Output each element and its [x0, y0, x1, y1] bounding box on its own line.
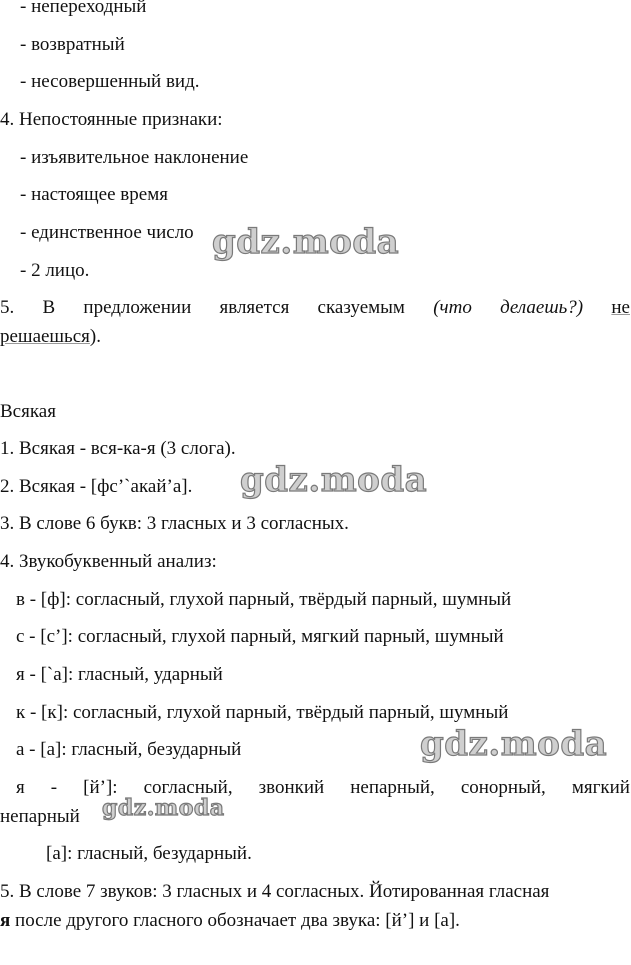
- word-title: Всякая: [0, 401, 56, 422]
- feature-line: - непереходный: [20, 0, 147, 17]
- sound-line: а - [а]: гласный, безударный: [16, 739, 242, 760]
- feature-line: - изъявительное наклонение: [20, 147, 249, 168]
- feature-line: - единственное число: [20, 222, 194, 243]
- sound-line: к - [к]: согласный, глухой парный, твёрдый парный, шумный: [16, 702, 509, 723]
- paragraph-line: 5. В предложении является сказуемым (что делаешь?) не: [0, 297, 630, 318]
- analysis-line: 3. В слове 6 букв: 3 гласных и 3 согласных.: [0, 513, 349, 534]
- section-heading: 4. Непостоянные признаки:: [0, 109, 223, 130]
- feature-line: - 2 лицо.: [20, 260, 90, 281]
- analysis-line: 5. В слове 7 звуков: 3 гласных и 4 согласных. Йотированная гласная: [0, 881, 550, 902]
- sound-line: я - [`а]: гласный, ударный: [16, 664, 223, 685]
- feature-line: - настоящее время: [20, 184, 168, 205]
- watermark-logo: gdz.moda: [212, 222, 400, 262]
- sound-line: непарный: [0, 806, 80, 827]
- analysis-line: 4. Звукобуквенный анализ:: [0, 551, 217, 572]
- watermark-logo: gdz.moda: [102, 795, 225, 821]
- paragraph-line: решаешься).: [0, 326, 101, 347]
- watermark-logo: gdz.moda: [420, 724, 608, 764]
- sound-line: [а]: гласный, безударный.: [46, 843, 252, 864]
- analysis-line: 1. Всякая - вся-ка-я (3 слога).: [0, 438, 236, 459]
- watermark-logo: gdz.moda: [240, 460, 428, 500]
- feature-line: - несовершенный вид.: [20, 71, 200, 92]
- sound-line: я - [й’]: согласный, звонкий непарный, сонорный, мягкий: [16, 777, 630, 798]
- analysis-line: 2. Всякая - [фс’`акай’а].: [0, 476, 193, 497]
- sound-line: в - [ф]: согласный, глухой парный, твёрдый парный, шумный: [16, 589, 512, 610]
- feature-line: - возвратный: [20, 34, 125, 55]
- sound-line: с - [с’]: согласный, глухой парный, мягкий парный, шумный: [16, 626, 504, 647]
- analysis-line: я после другого гласного обозначает два звука: [й’] и [а].: [0, 910, 460, 931]
